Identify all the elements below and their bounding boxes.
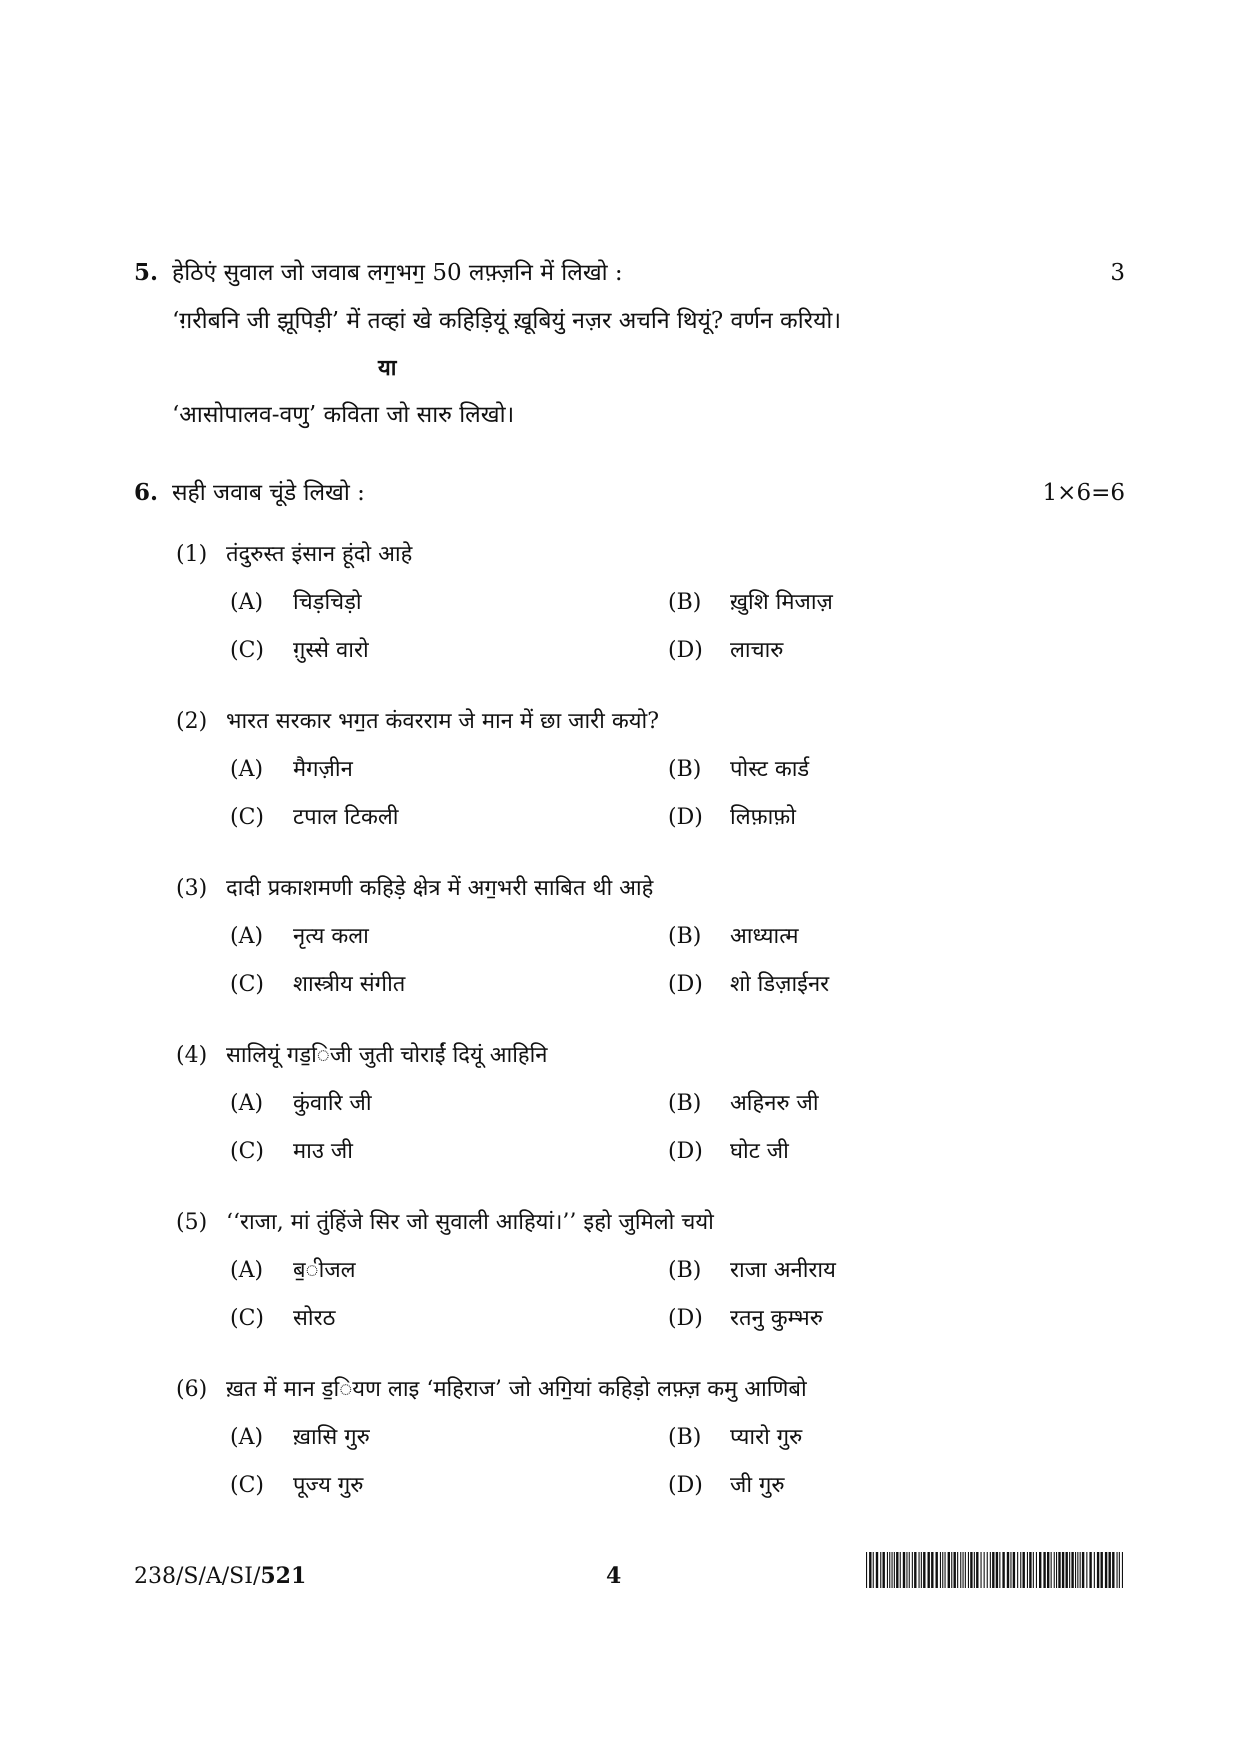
option-text: लिफ़ाफ़ो (730, 805, 796, 830)
sub-question-text: तंदुरुस्त इंसान हूंदो आहे (226, 542, 413, 567)
sub-question-text: भारत सरकार भग॒त कंवरराम जे मान में छा जारी कयो? (226, 709, 660, 734)
option-letter: (D) (668, 1473, 703, 1498)
question-6-instruction: सही जवाब चूंडे लिखो : (172, 480, 365, 506)
sub-question-number: (5) (176, 1210, 208, 1235)
option-text: लाचारु (730, 638, 784, 663)
sub-question-number: (3) (176, 876, 208, 901)
sub-question-number: (6) (176, 1377, 208, 1402)
option-letter: (D) (668, 805, 703, 830)
option-text: नृत्य कला (293, 924, 369, 949)
option-letter: (A) (230, 1425, 264, 1450)
option-text: पूज्य गुरु (293, 1473, 364, 1498)
question-5-part2: ‘आसोपालव-वणु’ कविता जो सारु लिखो। (172, 402, 515, 428)
option-letter: (B) (668, 1425, 702, 1450)
option-text: ब॒ीजल (293, 1258, 356, 1283)
option-text: टपाल टिकली (293, 805, 399, 830)
question-5-or: या (378, 355, 397, 381)
question-6-number: 6. (134, 479, 159, 506)
option-text: प्यारो गुरु (730, 1425, 803, 1450)
option-letter: (B) (668, 1091, 702, 1116)
option-text: सोरठ (293, 1306, 336, 1331)
question-5-part1: ‘ग़रीबनि जी झूपिड़ी’ में तव्हां खे कहिड़ियूं ख़ूबियुं नज़र अचनि थियूं? वर्णन करियो। (172, 308, 842, 334)
option-letter: (B) (668, 590, 702, 615)
option-letter: (C) (230, 1139, 264, 1164)
sub-question-text: ‘‘राजा, मां तुंहिंजे सिर जो सुवाली आहियां।’’ इहो जुमिलो चयो (226, 1210, 714, 1235)
option-text: अहिनरु जी (730, 1091, 819, 1116)
paper-code-number: 521 (260, 1563, 307, 1589)
option-letter: (B) (668, 924, 702, 949)
option-letter: (A) (230, 590, 264, 615)
barcode-icon (866, 1552, 1126, 1588)
option-text: घोट जी (730, 1139, 789, 1164)
option-text: चिड़चिड़ो (293, 590, 362, 615)
question-5-instruction: हेठिएं सुवाल जो जवाब लग॒भग॒ 50 लफ़्ज़नि में लिखो : (172, 260, 623, 286)
option-letter: (D) (668, 638, 703, 663)
sub-question-number: (4) (176, 1043, 208, 1068)
option-letter: (C) (230, 972, 264, 997)
option-text: जी गुरु (730, 1473, 785, 1498)
question-6-marks: 1×6=6 (1042, 480, 1125, 506)
sub-question-text: दादी प्रकाशमणी कहिड़े क्षेत्र में अग॒भरी साबित थी आहे (226, 876, 654, 901)
option-text: कुंवारि जी (293, 1091, 372, 1116)
question-5-marks: 3 (1110, 260, 1125, 286)
option-text: ग़ुस्से वारो (293, 638, 369, 663)
sub-question-text: सालियूं गड॒िजी जुती चोराईं दियूं आहिनि (226, 1043, 548, 1068)
option-letter: (B) (668, 1258, 702, 1283)
option-letter: (D) (668, 1306, 703, 1331)
sub-question-number: (2) (176, 709, 208, 734)
option-letter: (C) (230, 805, 264, 830)
option-text: माउ जी (293, 1139, 353, 1164)
sub-question-text: ख़त में मान ड॒ियण लाइ ‘महिराज’ जो अगि॒यां कहिड़ो लफ़्ज़ कमु आणिबो (226, 1377, 807, 1402)
sub-question-number: (1) (176, 542, 208, 567)
option-text: राजा अनीराय (730, 1258, 836, 1283)
option-letter: (D) (668, 972, 703, 997)
option-text: ख़ासि गुरु (293, 1425, 370, 1450)
option-text: रतनु कुम्भरु (730, 1306, 823, 1331)
option-letter: (A) (230, 1258, 264, 1283)
option-text: ख़ुशि मिजाज़ (730, 590, 833, 615)
option-letter: (C) (230, 1306, 264, 1331)
paper-code (134, 1562, 306, 1591)
question-5-number: 5. (134, 259, 159, 286)
option-text: शो डिज़ाईनर (730, 972, 830, 997)
option-text: शास्त्रीय संगीत (293, 972, 406, 997)
option-text: मैगज़ीन (293, 757, 353, 782)
paper-code-prefix: 238/S/A/SI/ (134, 1564, 261, 1589)
option-letter: (A) (230, 924, 264, 949)
page-number: 4 (606, 1563, 622, 1589)
option-text: आध्यात्म (730, 924, 799, 949)
option-letter: (B) (668, 757, 702, 782)
option-letter: (C) (230, 1473, 264, 1498)
option-letter: (C) (230, 638, 264, 663)
option-letter: (A) (230, 1091, 264, 1116)
option-letter: (A) (230, 757, 264, 782)
option-text: पोस्ट कार्ड (730, 757, 810, 782)
option-letter: (D) (668, 1139, 703, 1164)
